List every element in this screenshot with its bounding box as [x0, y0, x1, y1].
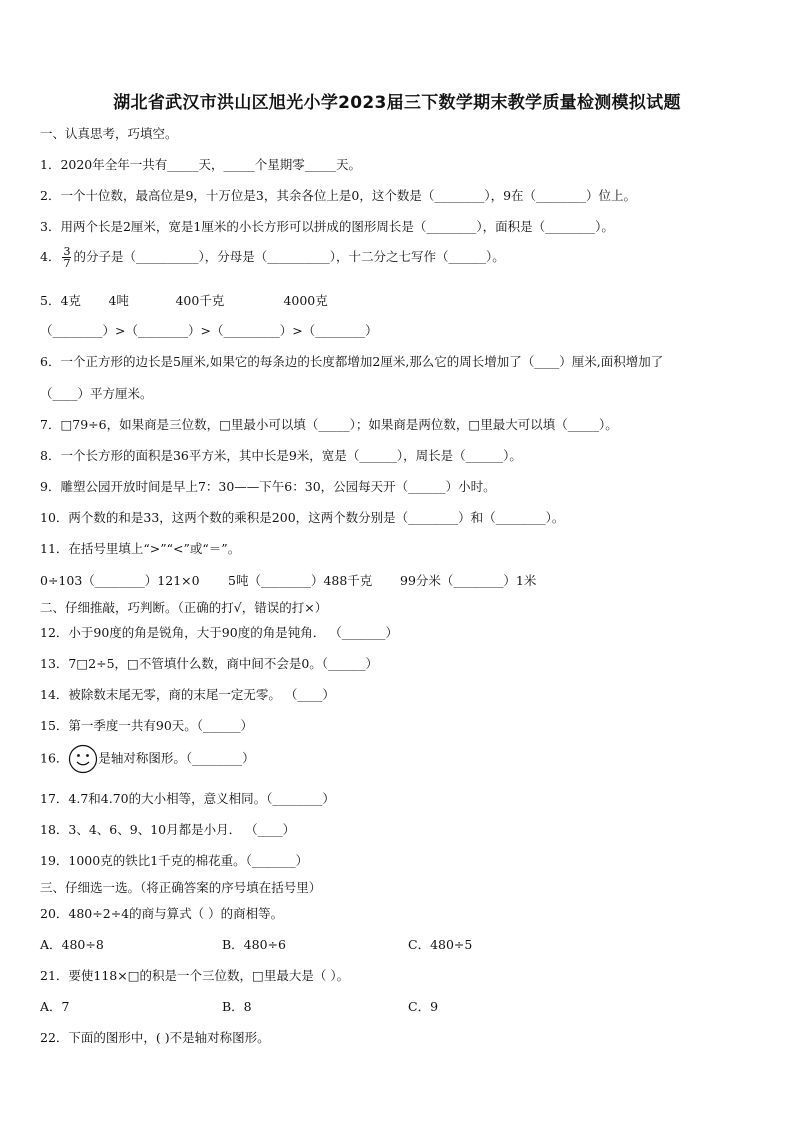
q11-item-2: 5吨（________）488千克 — [228, 573, 373, 588]
question-3: 3．用两个长是2厘米，宽是1厘米的小长方形可以拼成的图形周长是（________），面积是（________）。 — [40, 219, 614, 234]
question-5-number: 5． — [40, 293, 61, 308]
question-15: 15．第一季度一共有90天。（______） — [40, 718, 254, 733]
question-18: 18．3、4、6、9、10月都是小月． （____） — [40, 822, 296, 837]
q21-option-a: A．7 — [40, 999, 70, 1014]
section-1-heading: 一、认真思考，巧填空。 — [40, 126, 178, 141]
question-16 — [40, 744, 255, 774]
question-21-options — [40, 997, 438, 1015]
smiley-face-icon — [68, 744, 98, 774]
q5-item-2: 4吨 — [108, 293, 129, 308]
q5-item-1: 4克 — [60, 293, 81, 308]
question-11: 11．在括号里填上“>”“<”或“＝”。 — [40, 541, 241, 556]
question-17: 17．4.7和4.70的大小相等，意义相同。（________） — [40, 791, 335, 806]
question-14: 14．被除数末尾无零，商的末尾一定无零。 （____） — [40, 687, 335, 702]
question-22: 22．下面的图形中，( )不是轴对称图形。 — [40, 1030, 270, 1045]
fraction-three-sevenths — [62, 246, 71, 269]
question-4 — [40, 246, 505, 269]
question-13: 13．7□2÷5，□不管填什么数，商中间不会是0。（______） — [40, 656, 379, 671]
question-12: 12．小于90度的角是锐角，大于90度的角是钝角． （_______） — [40, 625, 398, 640]
question-9: 9．雕塑公园开放时间是早上7：30——下午6：30，公园每天开（______）小时。 — [40, 479, 496, 494]
question-16-number: 16． — [40, 750, 69, 766]
q20-option-a: A．480÷8 — [40, 937, 104, 952]
q11-item-3: 99分米（________）1米 — [400, 573, 537, 588]
question-11-items — [40, 571, 536, 589]
question-4-number: 4． — [40, 249, 61, 264]
section-3-heading: 三、仔细选一选。（将正确答案的序号填在括号里） — [40, 880, 322, 895]
q5-item-3: 400千克 — [175, 293, 225, 308]
q20-option-c: C．480÷5 — [408, 937, 473, 952]
question-16-text: 是轴对称图形。（________） — [98, 750, 255, 766]
question-6-line-2: （____）平方厘米。 — [40, 386, 153, 401]
q11-item-1: 0÷103（________）121×0 — [40, 573, 200, 588]
question-2: 2．一个十位数，最高位是9，十万位是3，其余各位上是0，这个数是（________），9在（________）位上。 — [40, 188, 637, 203]
question-21: 21．要使118×□的积是一个三位数，□里最大是（ ）。 — [40, 968, 350, 983]
question-20: 20．480÷2÷4的商与算式（ ）的商相等。 — [40, 906, 284, 921]
question-7: 7．□79÷6，如果商是三位数，□里最小可以填（_____）；如果商是两位数，□里最大可以填（_____）。 — [40, 417, 618, 432]
fraction-numerator: 3 — [63, 245, 71, 258]
question-1: 1．2020年全年一共有_____天，_____个星期零_____天。 — [40, 157, 362, 172]
question-6-line-1: 6．一个正方形的边长是5厘米,如果它的每条边的长度都增加2厘米,那么它的周长增加了（____）厘米,面积增加了 — [40, 354, 664, 369]
question-4-text: 的分子是（__________），分母是（__________），十二分之七写作（______）。 — [73, 249, 505, 264]
question-19: 19．1000克的铁比1千克的棉花重。（_______） — [40, 853, 309, 868]
question-20-options — [40, 935, 472, 953]
question-5 — [40, 291, 328, 309]
section-2-heading: 二、仔细推敲，巧判断。（正确的打√，错误的打×） — [40, 600, 328, 615]
q21-option-b: B．8 — [222, 999, 252, 1014]
q21-option-c: C．9 — [408, 999, 439, 1014]
q20-option-b: B．480÷6 — [222, 937, 286, 952]
fraction-denominator: 7 — [63, 257, 71, 270]
q5-item-4: 4000克 — [283, 293, 328, 308]
page-title: 湖北省武汉市洪山区旭光小学2023届三下数学期末教学质量检测模拟试题 — [113, 93, 681, 113]
question-5-comparison: （________）>（________）>（_________）>（________） — [40, 323, 378, 338]
question-8: 8．一个长方形的面积是36平方米，其中长是9米，宽是（______），周长是（______）。 — [40, 448, 522, 463]
question-10: 10．两个数的和是33，这两个数的乘积是200，这两个数分别是（________）和（________）。 — [40, 510, 565, 525]
